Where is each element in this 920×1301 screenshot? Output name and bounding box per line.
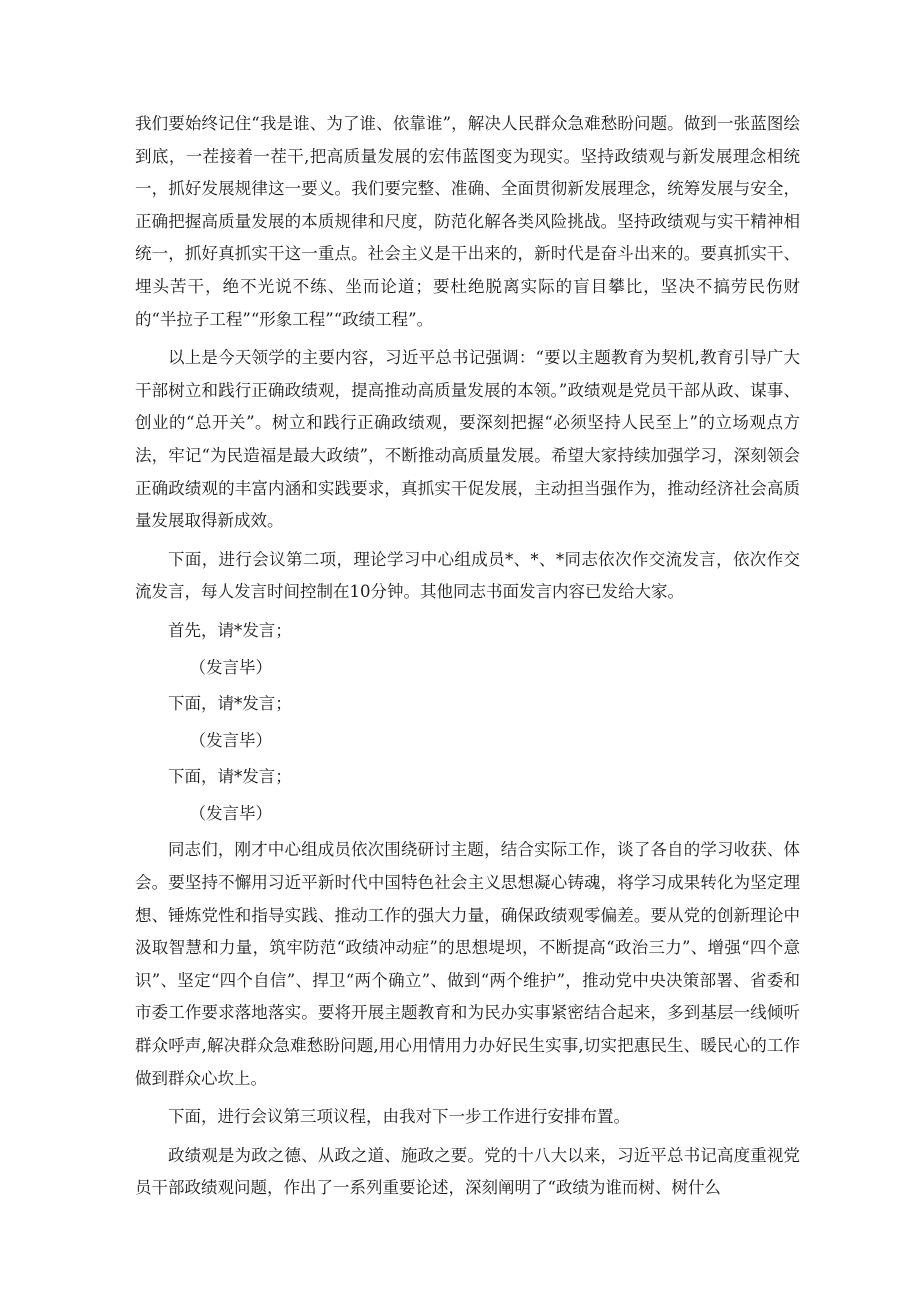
paragraph-agenda-item-three: 下面，进行会议第三项议程，由我对下一步工作进行安排布置。 xyxy=(168,1107,630,1127)
speaker-call-2: 下面，请*发言； xyxy=(168,694,292,714)
document-body xyxy=(135,108,800,1211)
paragraph-continued: 我们要始终记住“我是谁、为了谁、依靠谁”，解决人民群众急难愁盼问题。做到一张蓝图绘到底，一茬接着一茬干,把高质量发展的宏伟蓝图变为现实。坚持政绩观与新发展理念相统一，抓好发展规律这一要义。我们要完整、准确、全面贯彻新发展理念，统筹发展与安全，正确把握高质量发展的本质规律和尺度，防范化解各类风险挑战。坚持政绩观与实干精神相统一，抓好真抓实干这一重点。社会主义是干出来的，新时代是奋斗出来的。要真抓实干、埋头苦干，绝不光说不练、坐而论道；要杜绝脱离实际的盲目攀比，坚决不搞劳民伤财的“半拉子工程”“形象工程”“政绩工程”。 xyxy=(135,114,800,329)
speech-finished-3: （发言毕） xyxy=(189,803,272,823)
speaker-call-3: 下面，请*发言； xyxy=(168,767,292,787)
speech-finished-2: （发言毕） xyxy=(189,730,272,750)
paragraph-comments: 同志们，刚才中心组成员依次围绕研讨主题，结合实际工作，谈了各自的学习收获、体会。要坚持不懈用习近平新时代中国特色社会主义思想凝心铸魂，将学习成果转化为坚定理想、锤炼党性和指导实践、推动工作的强大力量，确保政绩观零偏差。要从党的创新理论中汲取智慧和力量，筑牢防范“政绩冲动症”的思想堤坝，不断提高“政治三力”、增强“四个意识”、坚定“四个自信”、捍卫“两个确立”、做到“两个维护”，推动党中央决策部署、省委和市委工作要求落地落实。要将开展主题教育和为民办实事紧密结合起来，多到基层一线倾听群众呼声,解决群众急难愁盼问题,用心用情用力办好民生实事,切实把惠民生、暖民心的工作做到群众心坎上。 xyxy=(135,840,800,1088)
paragraph-performance-view: 政绩观是为政之德、从政之道、施政之要。党的十八大以来，习近平总书记高度重视党员干部政绩观问题，作出了一系列重要论述，深刻阐明了“政绩为谁而树、树什么 xyxy=(135,1145,800,1198)
paragraph-summary: 以上是今天领学的主要内容，习近平总书记强调：“要以主题教育为契机,教育引导广大干部树立和践行正确政绩观，提高推动高质量发展的本领。”政绩观是党员干部从政、谋事、创业的“总开关”。树立和践行正确政绩观，要深刻把握“必须坚持人民至上”的立场观点方法，牢记“为民造福是最大政绩”，不断推动高质量发展。希望大家持续加强学习，深刻领会正确政绩观的丰富内涵和实践要求，真抓实干促发展，主动担当强作为，推动经济社会高质量发展取得新成效。 xyxy=(135,348,800,531)
speech-finished-1: （发言毕） xyxy=(189,657,272,677)
paragraph-agenda-item-two: 下面，进行会议第二项，理论学习中心组成员*、*、*同志依次作交流发言，依次作交流发言，每人发言时间控制在10分钟。其他同志书面发言内容已发给大家。 xyxy=(135,549,800,602)
speaker-call-1: 首先，请*发言； xyxy=(168,620,292,640)
